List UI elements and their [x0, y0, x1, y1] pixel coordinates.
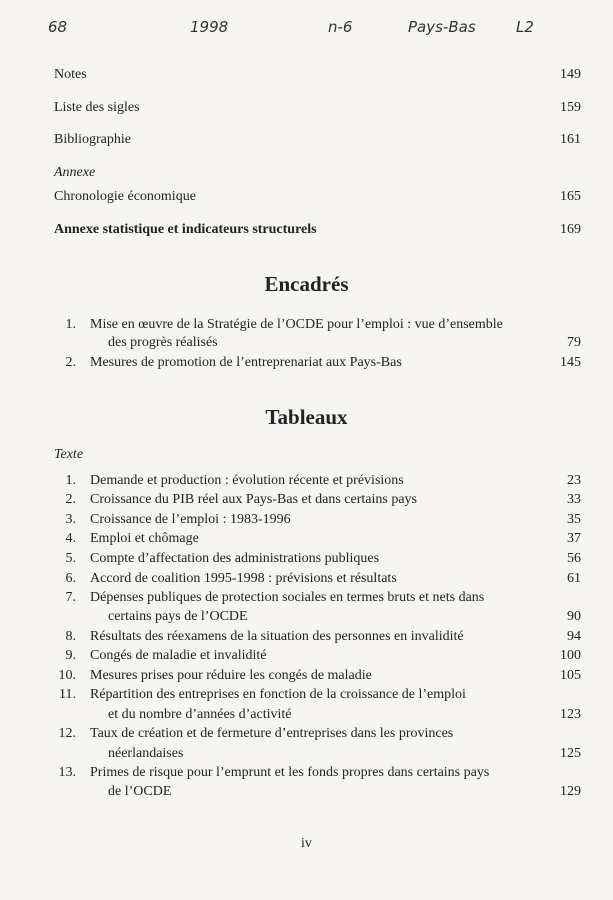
- item-number: 1.: [65, 317, 76, 332]
- entry-label: Notes: [54, 67, 87, 82]
- item-title: Congés de maladie et invalidité: [90, 648, 267, 663]
- item-page: 35: [567, 512, 581, 527]
- boxes-heading: Encadrés: [264, 272, 349, 296]
- item-title: Accord de coalition 1995-1998 : prévisions et résultats: [90, 571, 397, 586]
- item-title: Mesures prises pour réduire les congés de maladie: [90, 668, 372, 683]
- item-title-continued: de l’OCDE: [108, 784, 172, 799]
- item-number: 4.: [65, 531, 76, 546]
- item-title-continued: néerlandaises: [108, 746, 184, 761]
- item-title-continued: et du nombre d’années d’activité: [108, 707, 292, 722]
- item-title: Dépenses publiques de protection sociales en termes bruts et nets dans: [90, 590, 485, 605]
- contents-entry: [54, 188, 581, 206]
- page-number: iv: [301, 836, 312, 851]
- annotation: Pays-Bas: [408, 18, 476, 36]
- entry-label: Bibliographie: [54, 132, 131, 147]
- item-number: 12.: [58, 726, 76, 741]
- entry-label: Liste des sigles: [54, 100, 140, 115]
- item-title: Répartition des entreprises en fonction de la croissance de l’emploi: [90, 687, 466, 702]
- item-number: 9.: [65, 648, 76, 663]
- item-page: 145: [560, 355, 581, 370]
- entry-page: 149: [560, 67, 581, 82]
- item-page: 33: [567, 492, 581, 507]
- item-page: 79: [567, 335, 581, 350]
- item-number: 10.: [58, 668, 76, 683]
- item-number: 8.: [65, 629, 76, 644]
- item-number: 2.: [65, 492, 76, 507]
- item-number: 3.: [65, 512, 76, 527]
- contents-entry: [54, 66, 581, 84]
- item-title: Taux de création et de fermeture d’entreprises dans les provinces: [90, 726, 454, 741]
- item-page: 90: [567, 609, 581, 624]
- item-number: 11.: [59, 687, 76, 702]
- entry-label: Annexe: [54, 165, 96, 180]
- item-title: Mesures de promotion de l’entreprenariat aux Pays-Bas: [90, 355, 402, 370]
- item-title: Croissance du PIB réel aux Pays-Bas et dans certains pays: [90, 492, 417, 507]
- entry-page: 169: [560, 222, 581, 237]
- item-number: 7.: [65, 590, 76, 605]
- item-page: 94: [567, 629, 581, 644]
- annotation: n-6: [328, 18, 353, 36]
- item-number: 6.: [65, 571, 76, 586]
- item-title-continued: des progrès réalisés: [108, 335, 218, 350]
- tables-subtitle: Texte: [54, 447, 84, 462]
- item-page: 61: [567, 571, 581, 586]
- tables-heading: Tableaux: [265, 405, 348, 429]
- contents-entry: [54, 99, 581, 117]
- contents-section-label: [54, 164, 581, 182]
- entry-page: 165: [560, 189, 581, 204]
- item-title: Mise en œuvre de la Stratégie de l’OCDE pour l’emploi : vue d’ensemble: [90, 317, 503, 332]
- item-page: 105: [560, 668, 581, 683]
- handwritten-annotations: [0, 18, 613, 48]
- item-page: 23: [567, 473, 581, 488]
- item-title: Croissance de l’emploi : 1983-1996: [90, 512, 291, 527]
- item-title-continued: certains pays de l’OCDE: [108, 609, 248, 624]
- entry-page: 159: [560, 100, 581, 115]
- item-page: 129: [560, 784, 581, 799]
- annotation: 68: [48, 18, 68, 36]
- item-page: 123: [560, 707, 581, 722]
- item-number: 1.: [65, 473, 76, 488]
- item-title: Primes de risque pour l’emprunt et les fonds propres dans certains pays: [90, 765, 490, 780]
- item-title: Compte d’affectation des administrations publiques: [90, 551, 380, 566]
- contents-entry: [54, 131, 581, 149]
- item-number: 2.: [65, 355, 76, 370]
- item-page: 56: [567, 551, 581, 566]
- entry-label: Annexe statistique et indicateurs structurels: [54, 222, 317, 237]
- entry-page: 161: [560, 132, 581, 147]
- contents-entry: [54, 221, 581, 239]
- annotation: L2: [516, 18, 534, 36]
- item-page: 125: [560, 746, 581, 761]
- item-page: 100: [560, 648, 581, 663]
- annotation: 1998: [190, 18, 229, 36]
- entry-label: Chronologie économique: [54, 189, 196, 204]
- item-number: 13.: [58, 765, 76, 780]
- item-title: Emploi et chômage: [90, 531, 199, 546]
- item-title: Demande et production : évolution récente et prévisions: [90, 473, 404, 488]
- item-title: Résultats des réexamens de la situation des personnes en invalidité: [90, 629, 464, 644]
- item-number: 5.: [65, 551, 76, 566]
- item-page: 37: [567, 531, 581, 546]
